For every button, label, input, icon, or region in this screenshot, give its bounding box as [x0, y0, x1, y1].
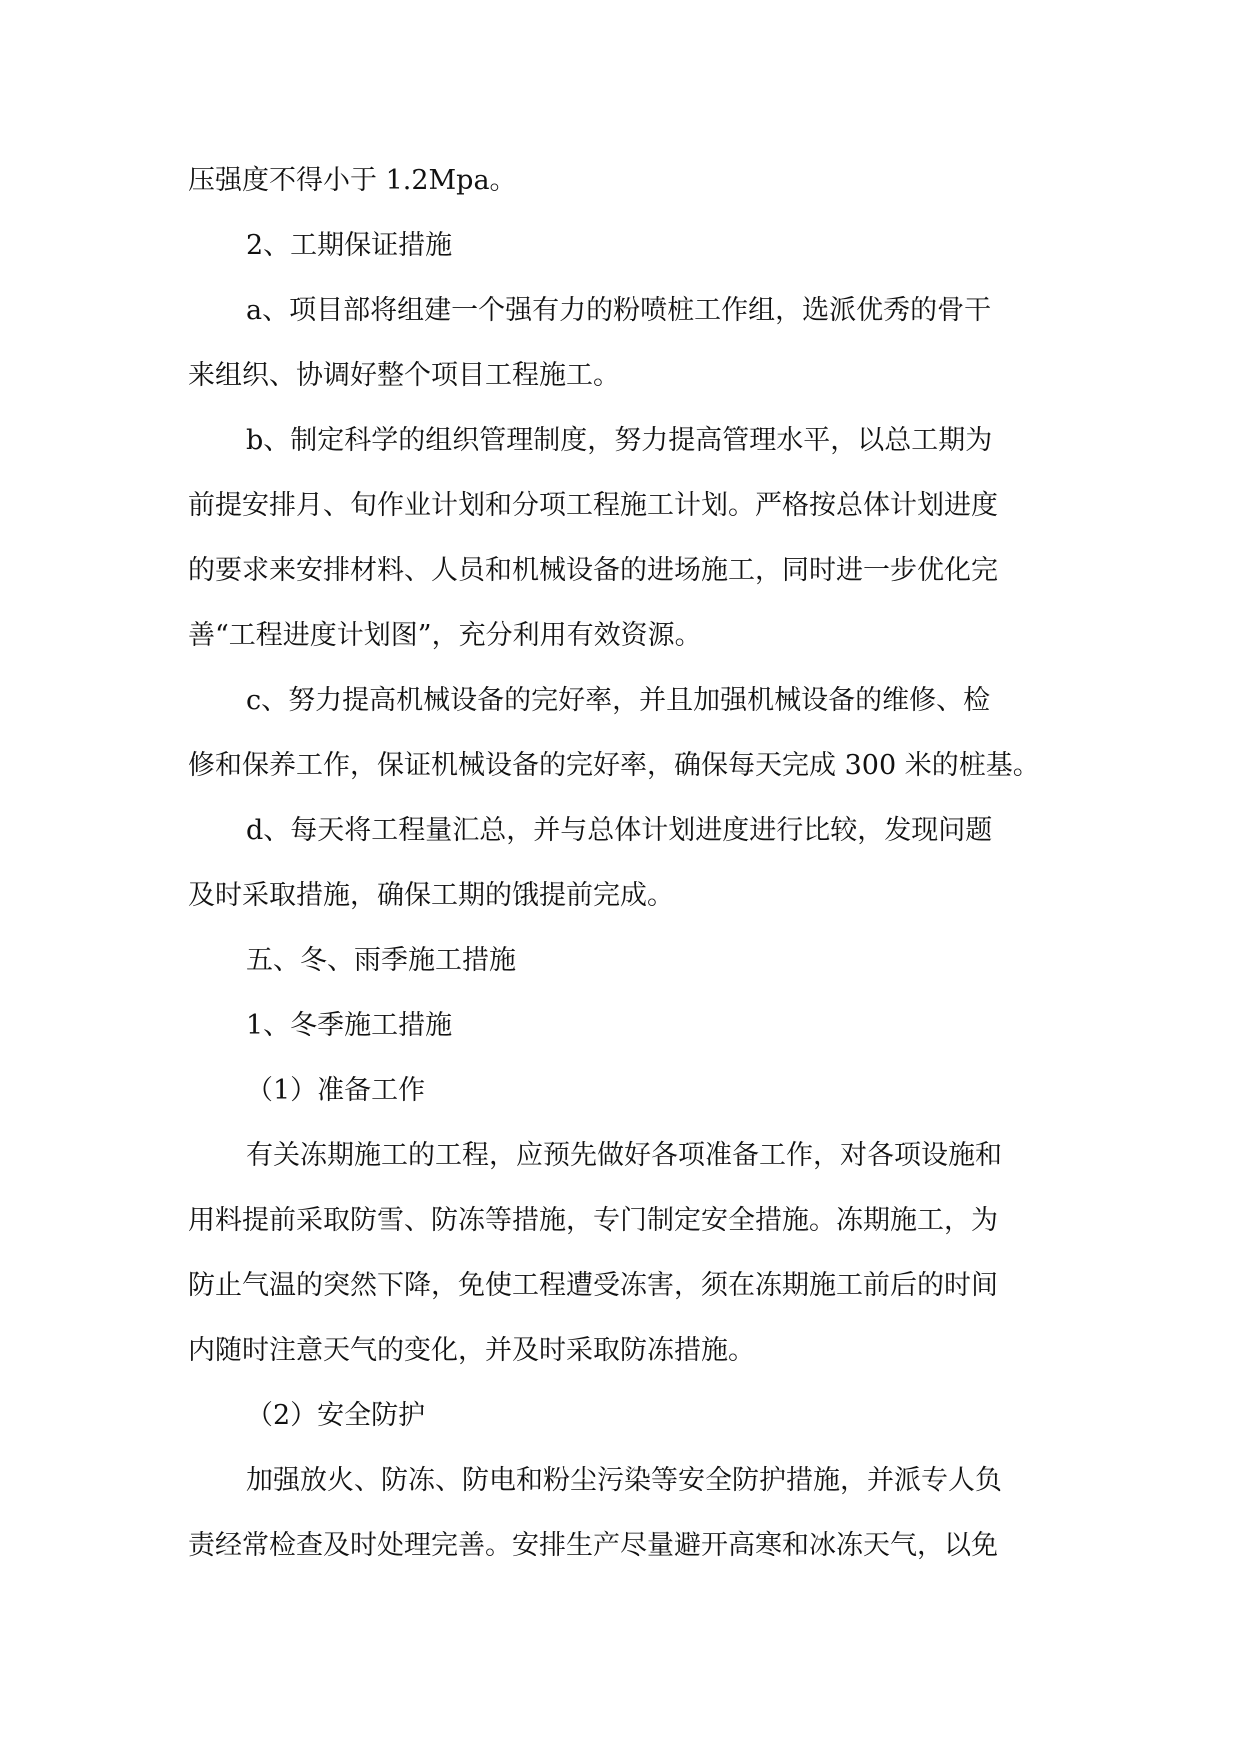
subsection-heading-winter: 1、冬季施工措施 — [246, 1010, 453, 1041]
paragraph-c-line-1: c、努力提高机械设备的完好率，并且加强机械设备的维修、检 — [246, 685, 991, 716]
paragraph-b-line-1: b、制定科学的组织管理制度，努力提高管理水平，以总工期为 — [246, 425, 993, 456]
paragraph-a-line-2: 来组织、协调好整个项目工程施工。 — [188, 360, 620, 391]
section-heading-schedule: 2、工期保证措施 — [246, 230, 453, 261]
paragraph-prep-line-4: 内随时注意天气的变化，并及时采取防冻措施。 — [188, 1335, 755, 1366]
text-line-continuation: 压强度不得小于 1.2Mpa。 — [188, 165, 517, 196]
paragraph-c-line-2: 修和保养工作，保证机械设备的完好率，确保每天完成 300 米的桩基。 — [188, 750, 1040, 781]
paragraph-a-line-1: a、项目部将组建一个强有力的粉喷桩工作组，选派优秀的骨干 — [246, 295, 992, 326]
paragraph-prep-line-1: 有关冻期施工的工程，应预先做好各项准备工作，对各项设施和 — [246, 1140, 1002, 1171]
item-heading-safety: （2）安全防护 — [246, 1400, 426, 1431]
paragraph-d-line-1: d、每天将工程量汇总，并与总体计划进度进行比较，发现问题 — [246, 815, 993, 846]
paragraph-b-line-2: 前提安排月、旬作业计划和分项工程施工计划。严格按总体计划进度 — [188, 490, 998, 521]
paragraph-b-line-3: 的要求来安排材料、人员和机械设备的进场施工，同时进一步优化完 — [188, 555, 998, 586]
item-heading-preparation: （1）准备工作 — [246, 1075, 426, 1106]
paragraph-prep-line-3: 防止气温的突然下降，免使工程遭受冻害，须在冻期施工前后的时间 — [188, 1270, 998, 1301]
section-heading-winter-rain: 五、冬、雨季施工措施 — [246, 945, 516, 976]
paragraph-d-line-2: 及时采取措施，确保工期的饿提前完成。 — [188, 880, 674, 911]
paragraph-safety-line-2: 责经常检查及时处理完善。安排生产尽量避开高寒和冰冻天气，以免 — [188, 1530, 998, 1561]
paragraph-b-line-4: 善“工程进度计划图”，充分利用有效资源。 — [188, 620, 702, 651]
paragraph-prep-line-2: 用料提前采取防雪、防冻等措施，专门制定安全措施。冻期施工，为 — [188, 1205, 998, 1236]
paragraph-safety-line-1: 加强放火、防冻、防电和粉尘污染等安全防护措施，并派专人负 — [246, 1465, 1002, 1496]
